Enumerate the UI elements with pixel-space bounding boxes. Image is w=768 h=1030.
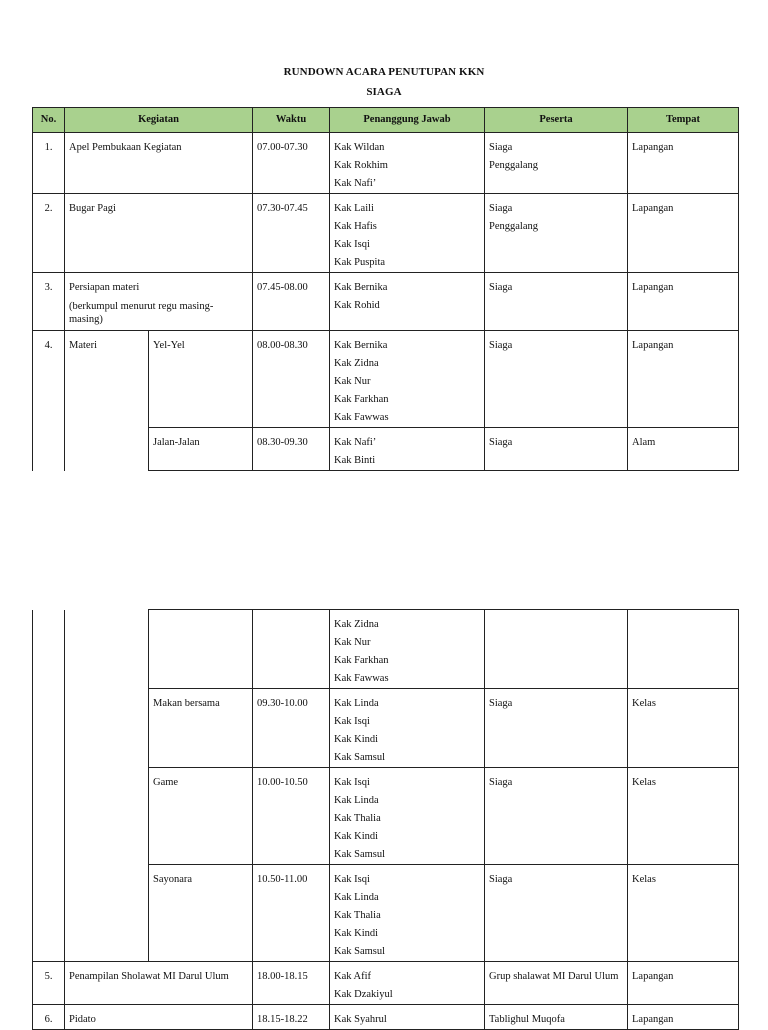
document-title: RUNDOWN ACARA PENUTUPAN KKN [283, 66, 485, 78]
header-penanggung-jawab: Penanggung Jawab [330, 108, 485, 133]
table-row [33, 194, 739, 273]
row-number: 1. [33, 133, 65, 194]
person-name: Kak Nafi’ [334, 437, 377, 448]
sub-activity-cell: Sayonara [149, 865, 253, 962]
person-name: Kak Wildan [334, 142, 385, 153]
person-name: Kak Linda [334, 892, 379, 903]
person-name: Kak Kindi [334, 831, 379, 842]
person-name: Kak Isqi [334, 874, 370, 885]
person-name: Kak Puspita [334, 257, 386, 268]
activity-cell: Penampilan Sholawat MI Darul Ulum [65, 962, 253, 1005]
participant-name: Siaga [489, 282, 513, 293]
participant-cell [485, 689, 628, 768]
participant-name: Siaga [489, 142, 513, 153]
time-cell: 07.30-07.45 [253, 194, 330, 273]
place-cell: Lapangan [628, 1005, 739, 1030]
participant-name: Siaga [489, 340, 513, 351]
place-cell: Kelas [628, 768, 739, 865]
activity-cell: Pidato [65, 1005, 253, 1030]
person-name: Kak Afif [334, 971, 372, 982]
activity-cell: Bugar Pagi [65, 194, 253, 273]
sub-activity-cell [149, 610, 253, 689]
person-name: Kak Samsul [334, 849, 386, 860]
place-cell: Lapangan [628, 331, 739, 428]
table-row [33, 962, 739, 1005]
time-cell [253, 610, 330, 689]
person-name: Kak Thalia [334, 813, 381, 824]
row-number: 3. [33, 273, 65, 331]
person-name: Kak Kindi [334, 928, 379, 939]
participant-cell [485, 962, 628, 1005]
participant-cell [485, 273, 628, 331]
participant-name: Siaga [489, 203, 513, 214]
person-name: Kak Rohid [334, 300, 380, 311]
participant-name: Siaga [489, 698, 513, 709]
activity-note: (berkumpul menurut regu masing-masing) [69, 301, 214, 325]
participant-name: Penggalang [489, 221, 538, 232]
place-cell: Alam [628, 428, 739, 471]
place-cell: Kelas [628, 689, 739, 768]
person-name: Kak Bernika [334, 282, 388, 293]
time-cell: 08.30-09.30 [253, 428, 330, 471]
time-cell: 18.00-18.15 [253, 962, 330, 1005]
time-cell: 07.45-08.00 [253, 273, 330, 331]
time-cell: 10.00-10.50 [253, 768, 330, 865]
person-name: Kak Isqi [334, 716, 370, 727]
row-number-continued [33, 610, 65, 962]
activity-cell-continued [65, 610, 149, 962]
activity-cell: Apel Pembukaan Kegiatan [65, 133, 253, 194]
place-cell: Lapangan [628, 194, 739, 273]
person-name: Kak Fawwas [334, 673, 389, 684]
place-cell: Lapangan [628, 133, 739, 194]
header-peserta: Peserta [485, 108, 628, 133]
table-row [33, 273, 739, 331]
participant-name: Grup shalawat MI Darul Ulum [489, 971, 619, 982]
person-in-charge-cell [330, 1005, 485, 1030]
participant-cell [485, 428, 628, 471]
row-number: 5. [33, 962, 65, 1005]
person-in-charge-cell [330, 194, 485, 273]
rundown-table-part-1 [32, 107, 739, 471]
person-name: Kak Dzakiyul [334, 989, 393, 1000]
table-header-row [33, 108, 739, 133]
participant-cell [485, 331, 628, 428]
person-name: Kak Rokhim [334, 160, 388, 171]
person-name: Kak Isqi [334, 239, 370, 250]
time-cell: 10.50-11.00 [253, 865, 330, 962]
participant-cell [485, 194, 628, 273]
table-row [33, 1005, 739, 1030]
person-name: Kak Samsul [334, 946, 386, 957]
header-kegiatan: Kegiatan [65, 108, 253, 133]
person-name: Kak Hafis [334, 221, 377, 232]
table-row [33, 133, 739, 194]
person-name: Kak Laili [334, 203, 374, 214]
person-in-charge-cell [330, 962, 485, 1005]
header-no: No. [33, 108, 65, 133]
person-name: Kak Fawwas [334, 412, 389, 423]
person-name: Kak Kindi [334, 734, 379, 745]
person-in-charge-cell [330, 865, 485, 962]
time-cell: 07.00-07.30 [253, 133, 330, 194]
person-in-charge-cell [330, 689, 485, 768]
sub-activity-cell: Jalan-Jalan [149, 428, 253, 471]
sub-activity-cell: Yel-Yel [149, 331, 253, 428]
participant-name: Siaga [489, 874, 513, 885]
person-name: Kak Linda [334, 698, 379, 709]
participant-cell [485, 610, 628, 689]
person-name: Kak Thalia [334, 910, 381, 921]
place-cell: Kelas [628, 865, 739, 962]
person-name: Kak Bernika [334, 340, 388, 351]
person-name: Kak Binti [334, 455, 376, 466]
person-name: Kak Nafi’ [334, 178, 377, 189]
person-name: Kak Zidna [334, 619, 379, 630]
table-row [33, 610, 739, 689]
row-number: 4. [33, 331, 65, 471]
rundown-table-part-2 [32, 609, 739, 1030]
sub-activity-cell: Makan bersama [149, 689, 253, 768]
activity-cell [65, 273, 253, 331]
row-number: 2. [33, 194, 65, 273]
person-in-charge-cell [330, 610, 485, 689]
person-name: Kak Samsul [334, 752, 386, 763]
participant-name: Siaga [489, 437, 513, 448]
place-cell: Lapangan [628, 962, 739, 1005]
person-name: Kak Isqi [334, 777, 370, 788]
participant-cell [485, 768, 628, 865]
activity-name: Persiapan materi [69, 282, 140, 293]
place-cell: Lapangan [628, 273, 739, 331]
place-cell [628, 610, 739, 689]
person-name: Kak Farkhan [334, 655, 389, 666]
time-cell: 08.00-08.30 [253, 331, 330, 428]
row-number: 6. [33, 1005, 65, 1030]
participant-name: Siaga [489, 777, 513, 788]
person-in-charge-cell [330, 428, 485, 471]
sub-activity-cell: Game [149, 768, 253, 865]
person-in-charge-cell [330, 133, 485, 194]
activity-cell: Materi [65, 331, 149, 471]
person-in-charge-cell [330, 273, 485, 331]
person-name: Kak Farkhan [334, 394, 389, 405]
header-tempat: Tempat [628, 108, 739, 133]
person-in-charge-cell [330, 768, 485, 865]
table-row [33, 331, 739, 428]
participant-cell [485, 865, 628, 962]
time-cell: 18.15-18.22 [253, 1005, 330, 1030]
document-subtitle: SIAGA [366, 86, 402, 98]
person-name: Kak Nur [334, 637, 371, 648]
participant-cell [485, 1005, 628, 1030]
participant-name: Penggalang [489, 160, 538, 171]
person-name: Kak Zidna [334, 358, 379, 369]
participant-cell [485, 133, 628, 194]
person-name: Kak Linda [334, 795, 379, 806]
participant-name: Tablighul Muqofa [489, 1014, 565, 1025]
header-waktu: Waktu [253, 108, 330, 133]
time-cell: 09.30-10.00 [253, 689, 330, 768]
person-name: Kak Syahrul [334, 1014, 387, 1025]
person-name: Kak Nur [334, 376, 371, 387]
person-in-charge-cell [330, 331, 485, 428]
